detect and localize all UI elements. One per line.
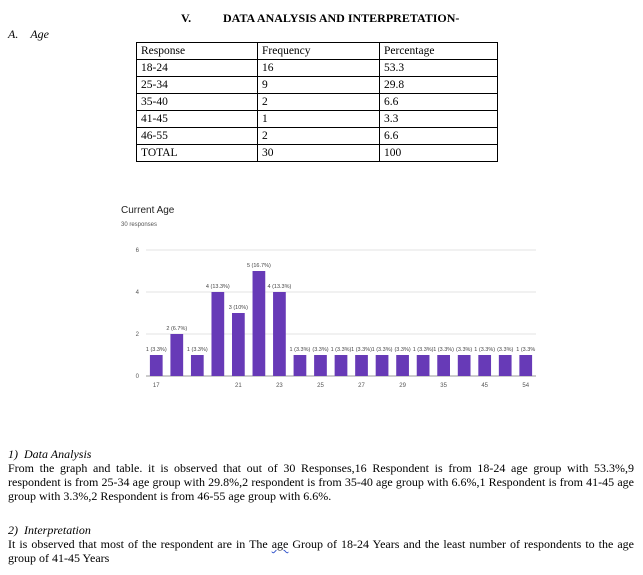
bar: [499, 355, 512, 376]
data-label: (3.3%): [456, 347, 473, 353]
subsection-name: Age: [30, 27, 49, 41]
interpretation-text: [8, 537, 634, 565]
x-tick-label: 45: [481, 383, 489, 389]
x-tick-label: 23: [276, 383, 283, 389]
data-label: 1 (3.3%): [145, 347, 167, 353]
interpretation-heading: [8, 523, 634, 537]
x-tick-label: 29: [399, 383, 406, 389]
table-cell: 41-45: [137, 111, 258, 128]
table-cell: 2: [258, 94, 380, 111]
table-row: [137, 77, 498, 94]
table-total-row: [137, 145, 498, 162]
bar: [232, 313, 245, 376]
analysis-heading: [8, 447, 634, 461]
subsection-title: [8, 27, 49, 42]
bar: [335, 355, 348, 376]
table-header-cell: Response: [137, 43, 258, 60]
analysis-number: 1): [8, 447, 18, 461]
interpretation-text-before: It is observed that most of the respondent are in The: [8, 537, 272, 551]
subsection-label: A.: [8, 27, 19, 41]
y-tick-label: 4: [135, 290, 139, 296]
analysis-title: Data Analysis: [24, 447, 92, 461]
heading-number: V.: [181, 11, 192, 25]
table-header-cell: Percentage: [380, 43, 498, 60]
bar: [294, 355, 307, 376]
table-header-cell: Frequency: [258, 43, 380, 60]
bar: [191, 355, 204, 376]
table-cell: 46-55: [137, 128, 258, 145]
data-label: 2 (6.7%): [166, 326, 188, 332]
y-tick-label: 2: [135, 332, 139, 338]
age-bar-chart: [118, 198, 543, 398]
data-label: 3 (10%): [228, 305, 249, 311]
table-cell: 25-34: [137, 77, 258, 94]
interpretation-text-after: Group of 18-24 Years and the least number of respondents to the age group of 41-45 Years: [8, 537, 634, 565]
chart-title: Current Age: [121, 205, 175, 216]
table-cell: 100: [380, 145, 498, 162]
data-label: (3.3%): [394, 347, 411, 353]
x-tick-label: 54: [522, 383, 530, 389]
table-cell: 6.6: [380, 94, 498, 111]
table-cell: 16: [258, 60, 380, 77]
bar: [253, 271, 266, 376]
table-row: [137, 111, 498, 128]
table-row: [137, 60, 498, 77]
table-cell: 1: [258, 111, 380, 128]
bar: [211, 292, 224, 376]
table-row: [137, 128, 498, 145]
x-tick-label: 27: [358, 383, 365, 389]
bar: [273, 292, 286, 376]
x-tick-label: 21: [235, 383, 242, 389]
data-label: 1 (3.3%): [474, 347, 496, 353]
x-tick-label: 35: [440, 383, 447, 389]
data-label: 1 (3.3%): [371, 347, 393, 353]
table-cell: 9: [258, 77, 380, 94]
table-row: [137, 94, 498, 111]
bar: [376, 355, 389, 376]
bar: [417, 355, 430, 376]
heading-text: DATA ANALYSIS AND INTERPRETATION-: [223, 11, 460, 25]
table-cell: TOTAL: [137, 145, 258, 162]
x-tick-label: 25: [317, 383, 324, 389]
data-label: 1 (3.3%): [289, 347, 311, 353]
chart-subtitle: 30 responses: [121, 222, 158, 228]
data-label: 4 (13.3%): [205, 284, 230, 290]
chart-data-labels: [146, 263, 535, 353]
bar: [355, 355, 368, 376]
data-label: 5 (16.7%): [246, 263, 271, 269]
interpretation-section: [8, 523, 634, 565]
table-header-row: [137, 43, 498, 60]
x-tick-label: 17: [152, 383, 160, 389]
analysis-text: From the graph and table. it is observed that out of 30 Responses,16 Respondent is from 18-24 age group with 53.3%,9 respondent is from 25-34 age group with 29.8%,2 respondent is from 35-40 age group with 6.6%,1 Respondent is from 41-45 age group with 3.3%,2 Respondent is from 46-55 age group with 6.6%.: [8, 461, 634, 503]
data-label: (3.3%): [497, 347, 514, 353]
interpretation-title: Interpretation: [24, 523, 91, 537]
chart-y-ticks: [136, 248, 140, 380]
bar: [478, 355, 491, 376]
table-cell: 2: [258, 128, 380, 145]
age-frequency-table: [136, 42, 498, 162]
bar: [314, 355, 327, 376]
data-label: 1 (3.3%): [351, 347, 372, 353]
bar: [150, 355, 163, 376]
data-label: 4 (13.3%): [267, 284, 292, 290]
data-label: 1 (3.3%): [412, 347, 434, 353]
spellcheck-flagged-word: age: [271, 537, 289, 551]
y-tick-label: 6: [135, 248, 139, 254]
table-cell: 53.3: [380, 60, 498, 77]
table-cell: 3.3: [380, 111, 498, 128]
bar: [170, 334, 183, 376]
table-cell: 35-40: [137, 94, 258, 111]
analysis-section: [8, 447, 634, 503]
data-label: 1 (3.3%): [433, 347, 455, 353]
bar: [396, 355, 409, 376]
data-label: 1 (3.3%: [516, 347, 536, 353]
bar: [437, 355, 450, 376]
data-label: (3.3%): [312, 347, 329, 353]
chart-x-ticks: [153, 383, 530, 389]
data-label: 1 (3.3%): [330, 347, 352, 353]
table-cell: 6.6: [380, 128, 498, 145]
bar: [519, 355, 532, 376]
bar: [458, 355, 471, 376]
y-tick-label: 0: [135, 374, 139, 380]
table-cell: 30: [258, 145, 380, 162]
table-cell: 29.8: [380, 77, 498, 94]
table-cell: 18-24: [137, 60, 258, 77]
interpretation-number: 2): [8, 523, 18, 537]
data-label: 1 (3.3%): [186, 347, 208, 353]
